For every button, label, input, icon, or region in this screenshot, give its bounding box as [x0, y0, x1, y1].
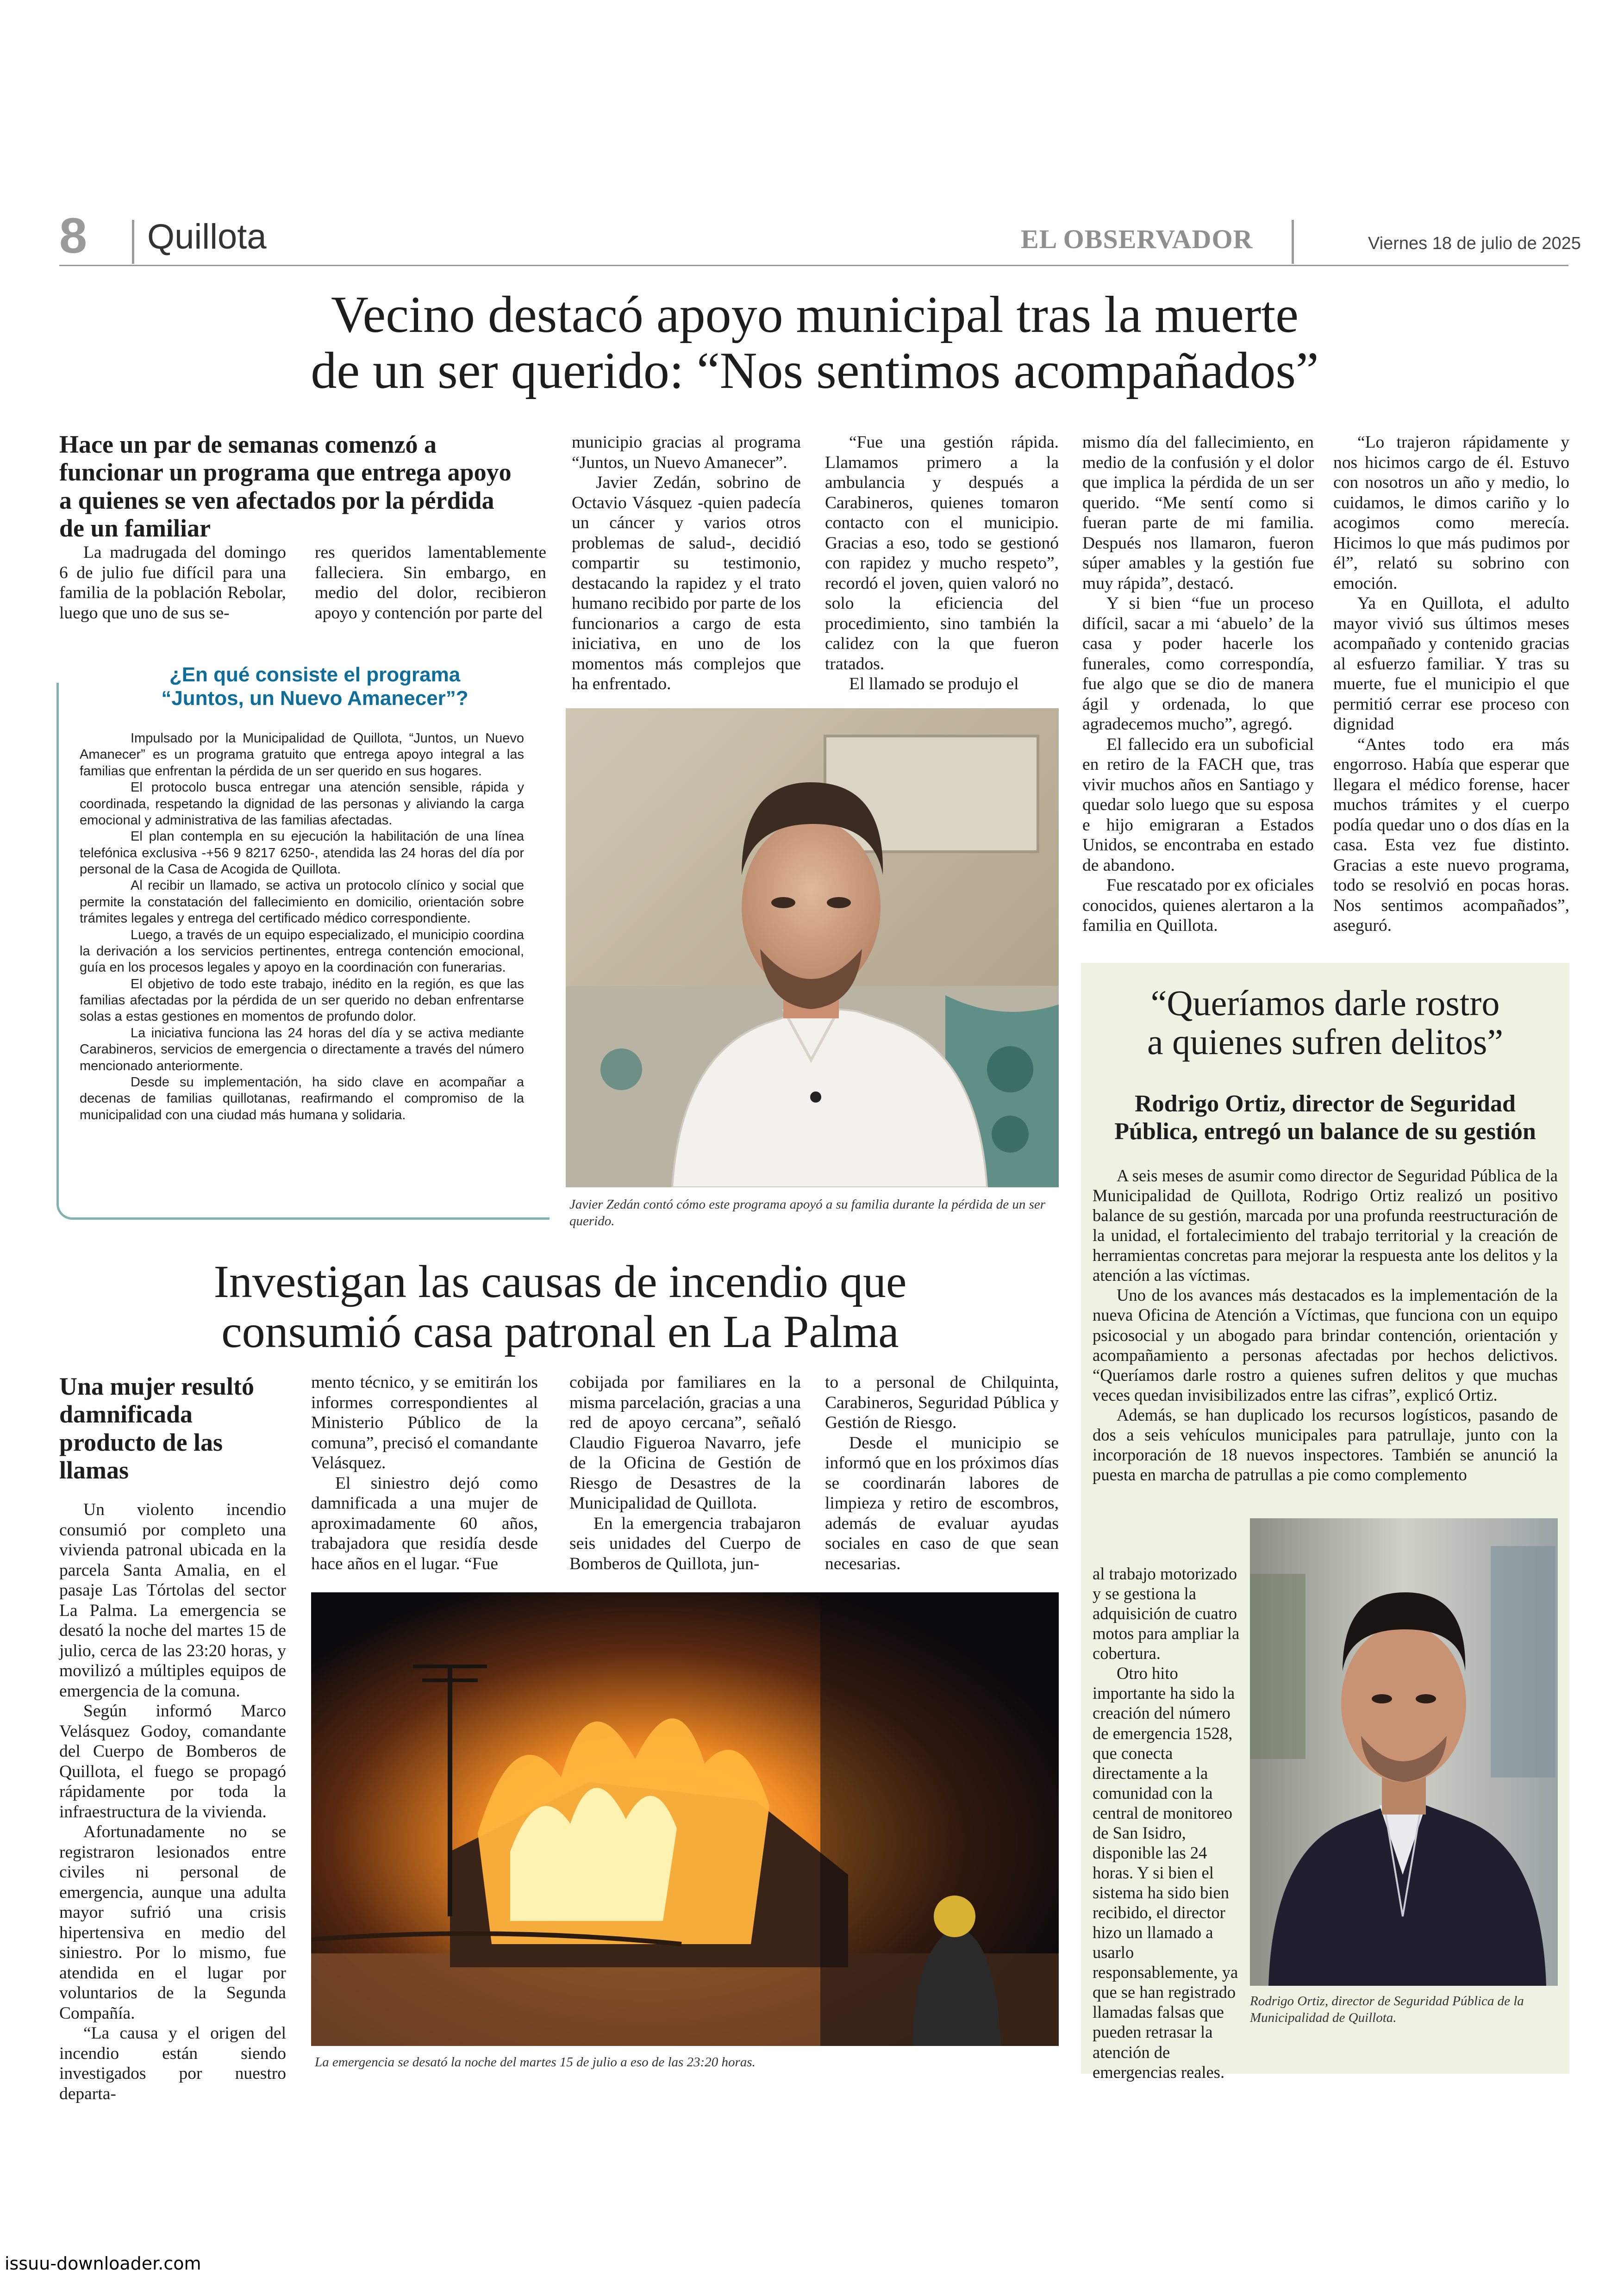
article3-p4: Otro hito importante ha sido la creación del número de emergencia 1528, que conecta directamente a la comunidad con la central de monitoreo de San Isidro, disponible las 24 horas. Y si bien el sistema ha sido bien recibido, el director hizo un llamado a usarlo responsablemente, ya que se han registrado llamadas falsas que pueden retrasar la atención de emergencias reales. [1093, 1664, 1238, 2082]
page-number: 8 [59, 207, 87, 263]
article3-photo-caption: Rodrigo Ortiz, director de Seguridad Pública de la Municipalidad de Quillota. [1250, 1994, 1524, 2026]
section-name: Quillota [147, 217, 267, 256]
infobox-paragraph: El objetivo de todo este trabajo, inédito en la región, es que las familias afectadas por la pérdida de un ser querido no deban enfrentarse solas a estas gestiones en momentos de profundo dolor. [80, 976, 524, 1024]
article3-p3: Además, se han duplicado los recursos logísticos, pasando de dos a seis vehículos municipales para patrullaje, junto con la incorporación de 18 nuevos inspectores. También se anunció la puesta en marcha de patrullas a pie como complemento [1093, 1405, 1558, 1484]
article3-p2: Uno de los avances más destacados es la implementación de la nueva Oficina de Atención a Víctimas, que funciona con un equipo psicosocial y un abogado para brindar contención, orientación y acompañamiento a personas afectadas por hechos delictivos. “Queríamos darle rostro a quienes sufren delitos y que muchas veces quedan invisibilizados entre las cifras”, explicó Ortiz. [1093, 1285, 1558, 1404]
article1-col5-p3: “Antes todo era más engorroso. Había que esperar que llegara el médico forense, hacer muchos trámites y el cuerpo podía quedar uno o dos días en la casa. Esta vez fue distinto. Gracias a este nuevo programa, todo se resolvió en pocas horas. Nos sentimos acompañados”, aseguró. [1333, 735, 1569, 935]
infobox-paragraph: Luego, a través de un equipo especializado, el municipio coordina la derivación a los servicios pertinentes, entrega contención emocional, guía en los procesos legales y apoyo en la coordinación con funerarias. [80, 927, 524, 975]
article1-col1b [315, 543, 546, 623]
article2-col1 [59, 1500, 286, 2104]
article1-col5-p1: “Lo trajeron rápidamente y nos hicimos cargo de él. Estuvo con nosotros un año y medio, lo cuidamos, le dimos cariño y lo acogimos como merecía. Hicimos lo que más pudimos por él”, relató su sobrino con emoción. [1333, 433, 1569, 593]
article1-col4-p2: Y si bien “fue un proceso difícil, sacar a mi ‘abuelo’ de la casa y poder hacerle los funerales, como correspondía, fue algo que se dio de manera ágil y ordenada, lo que agradecemos mucho”, agregó. [1082, 594, 1314, 734]
article1-col2-p1: municipio gracias al programa “Juntos, un Nuevo Amanecer”. [572, 433, 801, 472]
article1-col1a-text: La madrugada del domingo 6 de julio fue difícil para una familia de la población Rebolar, luego que uno de sus se- [59, 543, 286, 623]
article2-headline [60, 1257, 1060, 1357]
article1-photo-caption: Javier Zedán contó cómo este programa apoyó a su familia durante la pérdida de un ser querido. [569, 1197, 1046, 1229]
article2-photo-caption: La emergencia se desató la noche del martes 15 de julio a eso de las 23:20 horas. [315, 2055, 756, 2070]
article1-col1a [59, 543, 286, 623]
article2-col4-p1: to a personal de Chilquinta, Carabineros, Seguridad Pública y Gestión de Riesgo. [825, 1373, 1059, 1432]
article3-headline-line1: “Queríamos darle rostro [1150, 983, 1500, 1023]
infobox-paragraph: Al recibir un llamado, se activa un protocolo clínico y social que permite la constatación del fallecimiento en domicilio, orientación sobre trámites legales y entrega del certificado médico correspondiente. [80, 878, 524, 926]
article3-body-narrow [1093, 1564, 1243, 2082]
article3-kicker [1081, 1090, 1569, 1146]
article3-headline-line2: a quienes sufren delitos” [1147, 1022, 1503, 1062]
infobox-paragraph: El protocolo busca entregar una atención sensible, rápida y coordinada, respetando la dignidad de las personas y aliviando la carga emocional y administrativa de las familias afectadas. [80, 780, 524, 828]
article3-p3-narrow: al trabajo motorizado y se gestiona la adquisición de cuatro motos para ampliar la cobertura. [1093, 1564, 1240, 1663]
watermark-text: issuu-downloader.com [5, 2253, 201, 2274]
infobox-title [83, 663, 546, 710]
article2-col1-p3: Afortunadamente no se registraron lesionados entre civiles ni personal de emergencia, aunque una adulta mayor sufrió una crisis hipertensiva en medio del siniestro. Por lo mismo, fue atendida en el lugar por voluntarios de la Segunda Compañía. [59, 1822, 286, 2023]
article2-photo [311, 1592, 1059, 2046]
article1-headline-line2: de un ser querido: “Nos sentimos acompañados” [311, 342, 1319, 399]
article2-col1-p1: Un violento incendio consumió por completo una vivienda patronal ubicada en la parcela Santa Amalia, en el pasaje Las Tórtolas del sector La Palma. La emergencia se desató la noche del martes 15 de julio, cerca de las 23:20 horas, y movilizó a múltiples equipos de emergencia de la comuna. [59, 1500, 286, 1701]
article2-col4-p2: Desde el municipio se informó que en los próximos días se coordinarán labores de limpieza y retiro de escombros, además de evaluar ayudas sociales en caso de que sean necesarias. [825, 1433, 1059, 1573]
article3-kicker-line2: Pública, entregó un balance de su gestión [1114, 1118, 1536, 1145]
article3-p1: A seis meses de asumir como director de Seguridad Pública de la Municipalidad de Quillota, Rodrigo Ortiz realizó un positivo balance de su gestión, marcada por una profunda reestructuración de la unidad, el fortalecimiento del trabajo territorial y la creación de herramientas concretas para mejorar la respuesta ante los delitos y la atención a las víctimas. [1093, 1166, 1558, 1285]
article1-headline [60, 287, 1569, 399]
infobox-paragraph: El plan contempla en su ejecución la habilitación de una línea telefónica exclusiva -+56 9 8217 6250-, atendida las 24 horas del día por personal de la Casa de Acogida de Quillota. [80, 829, 524, 877]
infobox-title-line2: “Juntos, un Nuevo Amanecer”? [161, 687, 468, 710]
article1-col2 [572, 432, 801, 694]
article2-col2-p1: mento técnico, y se emitirán los informes correspondientes al Ministerio Público de la comuna”, precisó el comandante Velásquez. [311, 1373, 538, 1472]
infobox-paragraph: Desde su implementación, ha sido clave en acompañar a decenas de familias quillotanas, reafirmando el compromiso de la municipalidad con una ciudad más humana y solidaria. [80, 1074, 524, 1123]
fire-illustration [311, 1592, 1059, 2046]
article2-col2-p2: El siniestro dejó como damnificada a una mujer de aproximadamente 60 años, trabajadora que residía desde hace años en el lugar. “Fue [311, 1473, 538, 1573]
issue-date: Viernes 18 de julio de 2025 [1368, 234, 1581, 253]
article2-col3-p1: cobijada por familiares en la misma parcelación, gracias a una red de apoyo cercana”, señaló Claudio Figueroa Navarro, jefe de la Oficina de Gestión de Riesgo de Desastres de la Municipalidad de Quillota. [569, 1373, 801, 1513]
article2-col3-p2: En la emergencia trabajaron seis unidades del Cuerpo de Bomberos de Quillota, jun- [569, 1514, 801, 1573]
article2-headline-line1: Investigan las causas de incendio que [213, 1256, 907, 1307]
masthead-rule [59, 265, 1568, 266]
infobox-body [80, 730, 524, 1123]
infobox-paragraph: Impulsado por la Municipalidad de Quillota, “Juntos, un Nuevo Amanecer” es un programa gratuito que entrega apoyo integral a las familias que enfrentan la pérdida de un ser querido en sus hogares. [80, 731, 524, 779]
article1-col4 [1082, 432, 1314, 936]
portrait-illustration [566, 708, 1059, 1187]
portrait-illustration [1250, 1518, 1558, 1986]
article1-col3-p2: El llamado se produjo el [849, 674, 1019, 693]
article1-col4-p3: El fallecido era un suboficial en retiro de la FACH que, tras vivir muchos años en Santiago y quedar solo luego que su esposa e hijo emigraran a Estados Unidos, se encontraba en estado de abandono. [1082, 735, 1314, 875]
section-divider [132, 220, 134, 264]
article2-col2 [311, 1372, 538, 1574]
article1-headline-line1: Vecino destacó apoyo municipal tras la muerte [331, 286, 1299, 343]
article2-col3 [569, 1372, 801, 1574]
article2-col1-p4: “La causa y el origen del incendio están siendo investigados por nuestro departa- [59, 2024, 286, 2103]
article3-body [1093, 1166, 1558, 1484]
article1-col3 [825, 432, 1059, 694]
article3-kicker-line1: Rodrigo Ortiz, director de Seguridad [1135, 1091, 1516, 1117]
article2-headline-line2: consumió casa patronal en La Palma [221, 1306, 899, 1357]
article2-kicker: Una mujer resultó damnificada producto de las llamas [59, 1372, 254, 1484]
date-divider [1292, 220, 1294, 264]
article1-col5-p2: Ya en Quillota, el adulto mayor vivió sus últimos meses acompañado y contenido gracias al esfuerzo familiar. Y tras su muerte, fue el municipio el que permitió cerrar ese proceso con dignidad [1333, 594, 1569, 734]
article2-col4 [825, 1372, 1059, 1574]
infobox-title-line1: ¿En qué consiste el programa [169, 663, 461, 686]
article3-photo [1250, 1518, 1558, 1986]
article1-kicker: Hace un par de semanas comenzó a funcionar un programa que entrega apoyo a quienes se ven afectados por la pérdida de un familiar [59, 430, 512, 543]
newspaper-name: EL OBSERVADOR [1021, 224, 1253, 254]
article1-col1b-text: res queridos lamentablemente falleciera. Sin embargo, en medio del dolor, recibieron apoyo y contención por parte del [315, 543, 546, 623]
article1-photo [566, 708, 1059, 1187]
article1-col4-p1: mismo día del fallecimiento, en medio de la confusión y el dolor que implica la pérdida de un ser querido. “Me sentí como si fueran parte de mi familia. Después nos llamaron, fueron súper amables y la gestión fue muy rápida”, destacó. [1082, 433, 1314, 593]
infobox-paragraph: La iniciativa funciona las 24 horas del día y se activa mediante Carabineros, servicios de emergencia o directamente a través del número mencionado anteriormente. [80, 1025, 524, 1073]
article1-col5 [1333, 432, 1569, 936]
article1-col2-p2: Javier Zedán, sobrino de Octavio Vásquez -quien padecía un cáncer y varios otros problemas de salud-, decidió compartir su testimonio, destacando la rapidez y el trato humano recibido por parte de los funcionarios a cargo de esta iniciativa, en uno de los momentos más complejos que ha enfrentado. [572, 473, 801, 693]
article3-headline [1081, 984, 1569, 1061]
article1-col4-p4: Fue rescatado por ex oficiales conocidos, quienes alertaron a la familia en Quillota. [1082, 876, 1314, 935]
article1-col3-p1: “Fue una gestión rápida. Llamamos primero a la ambulancia y después a Carabineros, quienes tomaron contacto con el municipio. Gracias a eso, todo se gestionó con rapidez y mucho respeto”, recordó el joven, quien valoró no solo la eficiencia del procedimiento, sino también la calidez con la que fueron tratados. [825, 433, 1059, 674]
article2-col1-p2: Según informó Marco Velásquez Godoy, comandante del Cuerpo de Bomberos de Quillota, el fuego se propagó rápidamente por toda la infraestructura de la vivienda. [59, 1702, 286, 1821]
